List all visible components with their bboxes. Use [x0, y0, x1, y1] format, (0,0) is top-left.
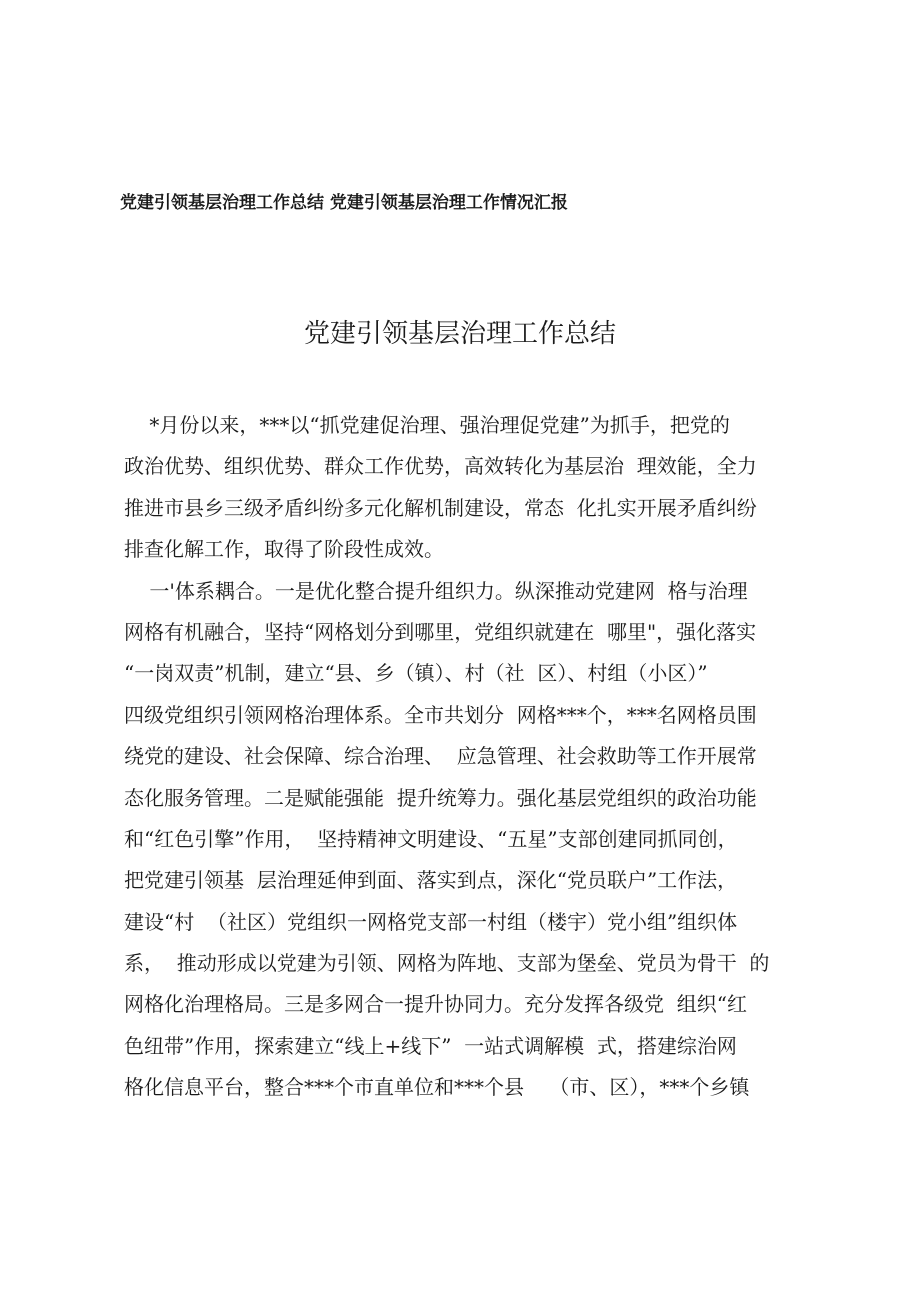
document-body: [124, 405, 814, 1109]
body-line-9: 绕党的建设、社会保障、综合治理、 应急管理、社会救助等工作开展常: [124, 744, 757, 769]
body-line-6: 网格有机融合，坚持“网格划分到哪里，党组织就建在 哪里"，强化落实: [124, 619, 757, 644]
body-line-15: 网格化治理格局。三是多网合一提升协同力。充分发挥各级党 组织“红: [124, 992, 747, 1017]
body-line-14: 系， 推动形成以党建为引领、网格为阵地、支部为堡垒、党员为骨干 的: [124, 951, 770, 976]
document-title: 党建引领基层治理工作总结: [303, 319, 616, 349]
body-line-4: 排查化解工作，取得了阶段性成效。: [124, 537, 444, 562]
body-line-1: *月份以来，***以“抓党建促治理、强治理促党建”为抓手，把党的: [124, 413, 730, 437]
body-line-17: 格化信息平台，整合***个市直单位和***个县 （市、区），***个乡镇: [124, 1075, 750, 1100]
body-line-2: 政治优势、组织优势、群众工作优势，高效转化为基层治 理效能，全力: [124, 454, 757, 479]
body-line-12: 把党建引领基 层治理延伸到面、落实到点，深化“党员联户”工作法，: [124, 868, 738, 893]
body-line-5: 一'体系耦合。一是优化整合提升组织力。纵深推动党建网 格与治理: [124, 578, 748, 603]
body-line-11: 和“红色引擎”作用， 坚持精神文明建设、“五星”支部创建同抓同创，: [124, 826, 738, 851]
body-line-10: 态化服务管理。二是赋能强能 提升统筹力。强化基层党组织的政治功能: [124, 785, 757, 810]
body-line-8: 四级党组织引领网格治理体系。全市共划分 网格***个，***名网格员围: [124, 702, 757, 727]
body-line-16: 色纽带”作用，探索建立“线上+线下” 一站式调解模 式，搭建综治网: [124, 1033, 737, 1058]
body-line-7: “一岗双责”机制，建立“县、乡（镇）、村（社 区）、村组（小区）”: [124, 661, 708, 686]
body-line-3: 推进市县乡三级矛盾纠纷多元化解机制建设，常态 化扎实开展矛盾纠纷: [124, 495, 757, 520]
body-line-13: 建设“村 （社区）党组织一网格党支部一村组（楼宇）党小组”组织体: [124, 909, 738, 934]
document-header: 党建引领基层治理工作总结 党建引领基层治理工作情况汇报: [120, 193, 568, 213]
